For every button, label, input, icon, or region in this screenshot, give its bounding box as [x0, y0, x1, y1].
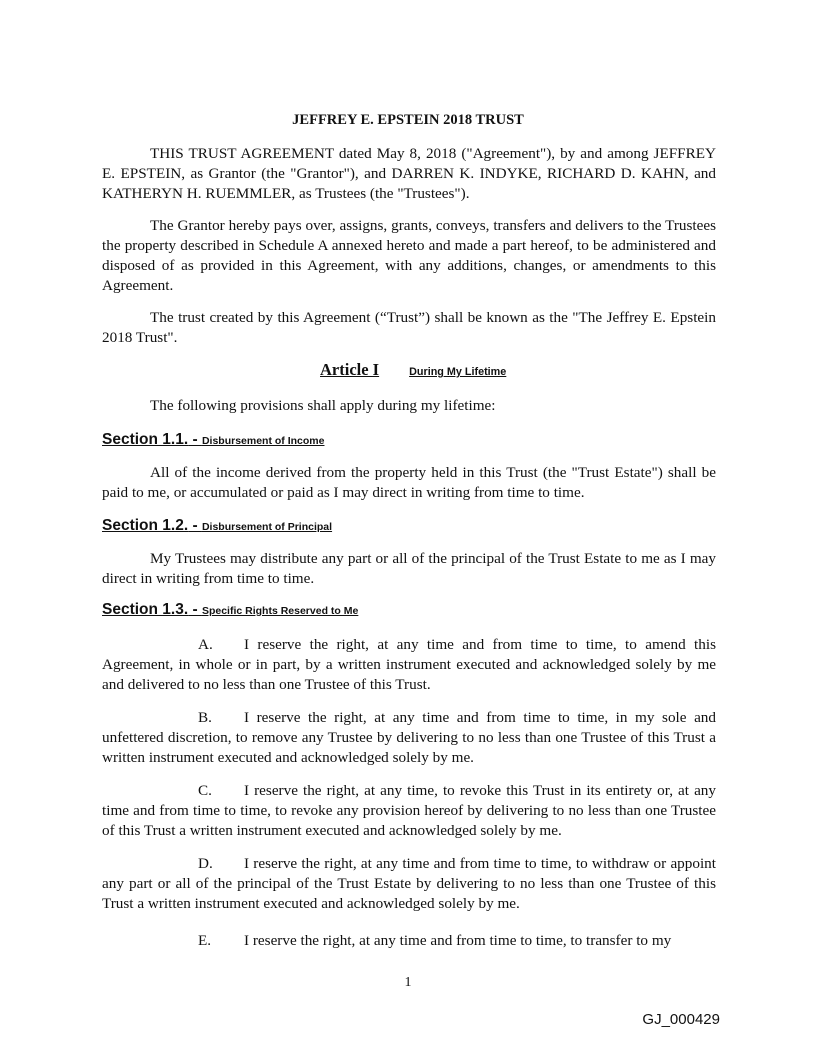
- item-text: I reserve the right, at any time and from time to time, to amend this Agreement, in whole or in part, by a written instrument executed and acknowledged solely by me and delivered to no less than one Trustee of this Trust.: [102, 636, 716, 693]
- reserved-right-item: [102, 931, 716, 951]
- section-separator: -: [188, 601, 202, 618]
- item-text: I reserve the right, at any time, to revoke this Trust in its entirety or, at any time and from time to time, to revoke any provision hereof by delivering to no less than one Trustee of this Trust a written instrument executed and acknowledged solely by me.: [102, 782, 716, 839]
- grant-paragraph: The Grantor hereby pays over, assigns, grants, conveys, transfers and delivers to the Trustees the property described in Schedule A annexed hereto and made a part hereof, to be administered and disposed of as provided in this Agreement, with any additions, changes, or amendments to this Agreement.: [102, 217, 716, 294]
- section-body: All of the income derived from the property held in this Trust (the "Trust Estate") shall be paid to me, or accumulated or paid as I may direct in writing from time to time.: [102, 464, 716, 501]
- item-letter: E.: [198, 932, 212, 949]
- section-number: Section 1.3.: [102, 601, 189, 618]
- item-text: I reserve the right, at any time and from time to time, to transfer to my: [244, 932, 672, 949]
- section-title: Disbursement of Principal: [201, 521, 333, 533]
- item-letter: A.: [198, 636, 213, 653]
- trust-name-paragraph: The trust created by this Agreement (“Trust”) shall be known as the "The Jeffrey E. Epstein 2018 Trust".: [102, 309, 716, 346]
- article-title: During My Lifetime: [409, 366, 507, 378]
- document-title: JEFFREY E. EPSTEIN 2018 TRUST: [292, 112, 524, 128]
- page-number: 1: [404, 975, 412, 990]
- section-heading: [102, 430, 324, 451]
- intro-paragraph: THIS TRUST AGREEMENT dated May 8, 2018 ("Agreement"), by and among JEFFREY E. EPSTEIN, as Grantor (the "Grantor"), and DARREN K. INDYKE, RICHARD D. KAHN, and KATHERYN H. RUEMMLER, as Trustees (the "Trustees").: [102, 145, 716, 202]
- section-number: Section 1.2.: [102, 517, 189, 534]
- section-title: Specific Rights Reserved to Me: [201, 605, 359, 617]
- section-title: Disbursement of Income: [201, 435, 325, 447]
- article-number: Article I: [320, 360, 380, 379]
- reserved-right-item: [102, 854, 716, 914]
- item-letter: B.: [198, 709, 212, 726]
- section-number: Section 1.1.: [102, 431, 189, 448]
- article-heading: [320, 360, 506, 382]
- reserved-right-item: [102, 708, 716, 768]
- reserved-right-item: [102, 635, 716, 695]
- item-letter: C.: [198, 782, 212, 799]
- section-body: My Trustees may distribute any part or all of the principal of the Trust Estate to me as I may direct in writing from time to time.: [102, 550, 716, 587]
- section-separator: -: [188, 431, 202, 448]
- section-separator: -: [188, 517, 202, 534]
- item-letter: D.: [198, 855, 213, 872]
- bates-number: GJ_000429: [642, 1011, 720, 1028]
- section-heading: [102, 600, 358, 621]
- reserved-right-item: [102, 781, 716, 841]
- item-text: I reserve the right, at any time and from time to time, in my sole and unfettered discretion, to remove any Trustee by delivering to no less than one Trustee of this Trust a written instrument executed and acknowledged solely by me.: [102, 709, 716, 766]
- article-intro: The following provisions shall apply during my lifetime:: [150, 397, 496, 414]
- section-heading: [102, 516, 332, 537]
- item-text: I reserve the right, at any time and from time to time, to withdraw or appoint any part or all of the principal of the Trust Estate by delivering to no less than one Trustee of this Trust a written instrument executed and acknowledged solely by me.: [102, 855, 716, 912]
